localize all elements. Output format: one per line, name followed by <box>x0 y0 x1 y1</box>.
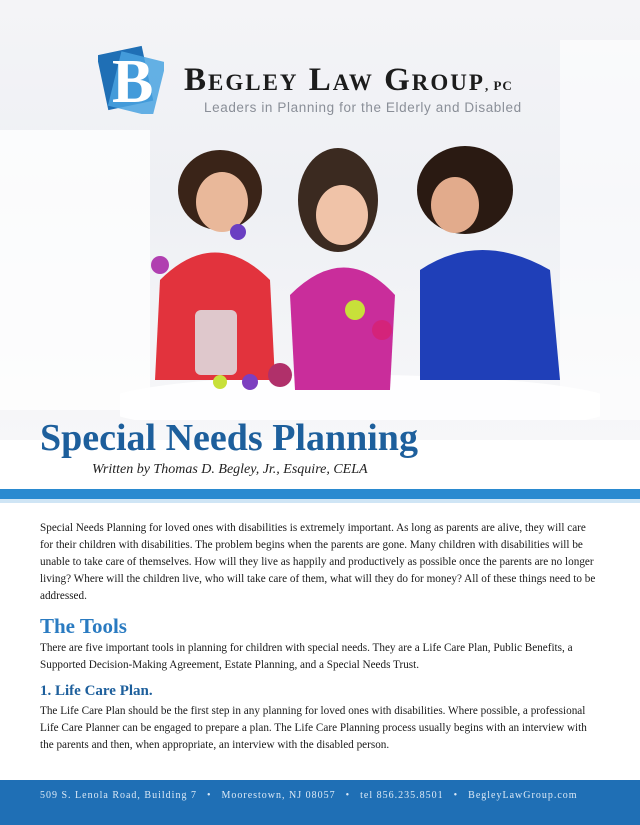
footer-website[interactable]: BegleyLawGroup.com <box>468 790 578 801</box>
intro-paragraph: Special Needs Planning for loved ones with disabilities is extremely important. As long as parents are alive, they will care for their children with disabilities. The problem begins when the parents are gone. Many children with disabilities will be unable to take care of themselves. How will they live as happily and productively as possible once the parents are no longer living? Where will the children live, who will take care of them, what will they do for money? All of these things need to be addressed. <box>40 522 596 602</box>
footer-city: Moorestown, NJ 08057 <box>221 790 336 801</box>
separator-icon: • <box>345 790 351 801</box>
footer-bar <box>0 780 640 825</box>
logo-letter: B <box>112 48 154 114</box>
separator-icon: • <box>453 790 459 801</box>
divider-bar <box>0 489 640 499</box>
family-photo <box>120 120 600 420</box>
section-paragraph: There are five important tools in planning for children with special needs. They are a Life Care Plan, Public Benefits, a Supported Decision-Making Agreement, Estate Planning, and a Special Needs Trust. <box>40 642 573 671</box>
byline: Written by Thomas D. Begley, Jr., Esquire, CELA <box>92 462 368 477</box>
section-heading: 1. Life Care Plan. <box>40 683 153 699</box>
separator-icon: • <box>206 790 212 801</box>
section-heading: The Tools <box>40 614 127 638</box>
firm-name: Begley Law Group, PC <box>184 62 513 98</box>
footer-phone: tel 856.235.8501 <box>360 790 444 801</box>
tagline: Leaders in Planning for the Elderly and Disabled <box>204 100 522 115</box>
divider-bar-light <box>0 499 640 503</box>
article-body <box>40 520 600 754</box>
logo-b-icon <box>98 42 164 114</box>
page-title: Special Needs Planning <box>40 417 418 459</box>
footer-contact <box>40 790 578 801</box>
section-paragraph: The Life Care Plan should be the first step in any planning for loved ones with disabilities. Where possible, a professional Life Care Planner can be engaged to prepare a plan. The Life Care Planning process usually begins with an interview with the parents and then, when appropriate, an interview with the disabled person. <box>40 705 587 751</box>
footer-address: 509 S. Lenola Road, Building 7 <box>40 790 197 801</box>
